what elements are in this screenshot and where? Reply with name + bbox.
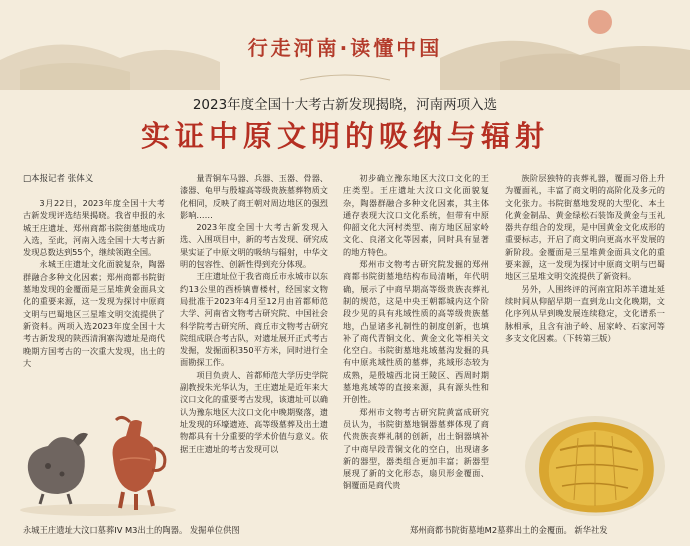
paragraph: 郑州市文物考古研究院黄富成研究员认为，书院街墓地铜器墓葬体现了商代贵族丧葬礼制的创新，出土铜器填补了中商早段青铜文化的空白，出现诸多新的器型，器类组合更加丰富；新器型展现了新的文化形态，扇贝形金覆面、铜覆面是商代贵 — [343, 406, 489, 491]
paragraph: 另外，人围终评的河南宜阳苏羊遗址延续时间从仰韶早期一直到龙山文化晚期，文化序列从早到晚发展连续稳定，文化谱系一脉相承，且含有油子岭、屈家岭、石家河等多支文化因素。（下转第三版） — [505, 283, 665, 343]
paragraph: 初步确立豫东地区大汶口文化的王庄类型。王庄遗址大汶口文化面貌复杂，陶器群融合多种文化因素，其主体通存表现大汶口文化系统，但带有中原仰韶文化大河村类型、南方地区屈家岭文化、良渚文化等因素，同时具有显著的地方特色。 — [343, 173, 489, 257]
article-column-3 — [343, 172, 489, 510]
article-column-2 — [180, 172, 328, 522]
article-headline: 实证中原文明的吸纳与辐射 — [140, 119, 549, 153]
paragraph: 量青铜车马器、兵器、玉器、骨器、漆器、龟甲与殷墟高等级贵族墓葬物质文化相同，反映了商王朝对周边地区的强烈影响…… — [180, 173, 328, 220]
photo-caption-left: 永城王庄遗址大汶口墓葬IV M3出土的陶器。 发掘单位供图 — [23, 525, 240, 535]
paragraph: 王庄遗址位于我省商丘市永城市以东约13公里的酉桥镇曹楼村，经国家文物局批准于2023年4月至12月由首都师范大学、河南省文物考古研究院、中国社会科学院考古研究所、商丘市文物考古研究院组成联合考古队，对遗址展开正式考古发掘，发掘面积350平方米，同时进行全面勘探工作。 — [180, 271, 328, 368]
paragraph: 项目负责人、首都师范大学历史学院副教授朱光华认为，王庄遗址是近年来大汶口文化的重要考古发现，该遗址可以确认为豫东地区大汶口文化中晚期聚落，遗址发现的环壕遗迹、高等级墓葬及出土遗物都具有十分重要的学术价值与意义。依据王庄遗址的考古发现可以 — [180, 369, 328, 454]
paragraph: 永城王庄遗址文化面貌复杂，陶器群融合多种文化因素；郑州商都书院街墓地发现的金覆面是三星堆黄金面具文化的重要来源，这一发现为探讨中原商文明与巴蜀地区三星堆文明交流提供了新资料。两项入选2023年度全国十大考古新发现的陕西清涧寨沟遗址是商代晚期方国考古的一次重大发现，出土的大 — [23, 259, 165, 368]
gold-mask-photo — [520, 410, 670, 522]
paragraph: 3月22日，2023年度全国十大考古新发现评选结果揭晓。我省申报的永城王庄遗址、郑州商都书院街墓地成功入选，至此，河南入选全国十大考古新发现总数达到55个，继续领跑全国。 — [23, 198, 165, 258]
byline: □本报记者 张体义 — [23, 174, 94, 184]
photo-caption-right: 郑州商都书院街墓地M2墓葬出土的金覆面。 新华社发 — [410, 525, 608, 535]
section-banner: 行走河南·读懂中国 — [247, 36, 443, 60]
article-subtitle: 2023年度全国十大考古新发现揭晓，河南两项入选 — [192, 97, 498, 113]
paragraph: 郑州市文物考古研究院发掘的郑州商都书院街墓地结构布局清晰，年代明确，展示了中商早期高等级贵族丧葬礼制的规范，这是中央王朝都城内这个阶段少见的具有兆域性质的高等级贵族墓地，凸显诸多礼制性的制度创新，也填补了商代青铜文化、黄金文化等相关文化空白。书院街墓地兆域墓沟发掘的具有中原兆域性质的墓葬，兆域形态较为成熟，是殷墟西北岗王陵区、西周时期墓地兆域等的直接来源，具有源头性和开创性。 — [343, 259, 489, 405]
pottery-photo — [18, 400, 178, 518]
article-column-1 — [23, 197, 165, 407]
article-column-4 — [505, 172, 665, 420]
paragraph: 2023年度全国十大考古新发现入选、入围项目中，新的考古发现、研究成果实证了中原文明的吸纳与辐射，中华文明的包容性、创新性得到充分体现。 — [180, 222, 328, 270]
paragraph: 族阶层独特的丧葬礼器，覆面习俗上升为覆面礼，丰富了商文明的高阶化及多元的文化张力。书院街墓地发现的大型化、本土化黄金制品、黄金绿松石装饰及黄金与玉礼器共存组合的发现，是中国黄金文化成形的重要标志，开启了商文明向更高水平发展的新阶段。金覆面是三星堆黄金面具文化的重要来源，这一发现为探讨中原商文明与巴蜀地区三星堆文明交流提供了新资料。 — [505, 173, 665, 282]
